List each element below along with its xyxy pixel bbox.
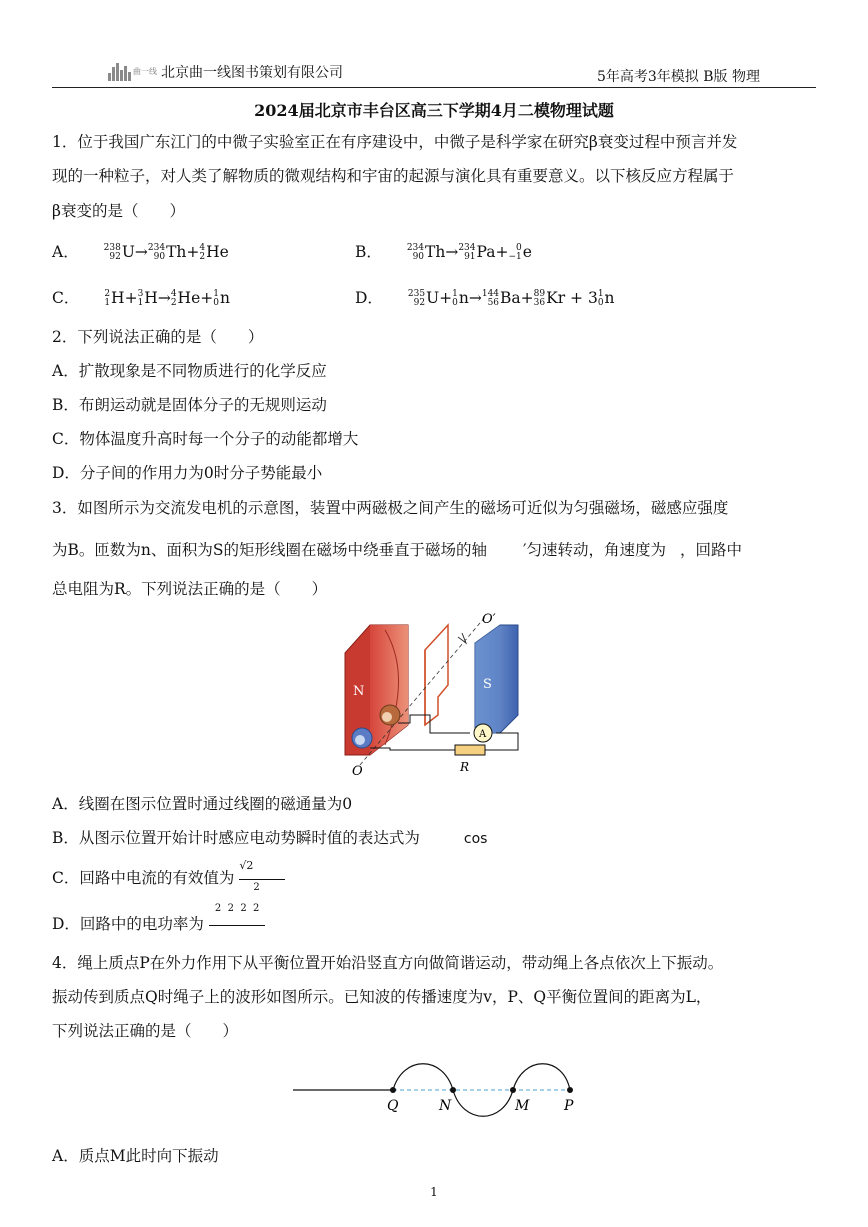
q3-option-c: C．回路中电流的有效值为 √2 2 xyxy=(52,866,285,889)
label-p: P xyxy=(564,1098,574,1114)
q1-option-d: D． 235 92 U+ 1 0 n→ 144 56 Ba+ 89 36 Kr + 3 1 0 n xyxy=(355,289,615,308)
point-n xyxy=(450,1087,456,1093)
q1-option-b: B． 234 90 Th→ 234 91 Pa+ 0 −1 e xyxy=(355,243,532,262)
wave-figure xyxy=(290,1050,590,1120)
point-q xyxy=(390,1087,396,1093)
q4-line1: 4．绳上质点P在外力作用下从平衡位置开始沿竖直方向做简谐运动，带动绳上各点依次上下振动。 xyxy=(52,954,724,972)
q4-line3: 下列说法正确的是（ ） xyxy=(52,1022,239,1040)
q3-line1: 3．如图所示为交流发电机的示意图，装置中两磁极之间产生的磁场可近似为匀强磁场，磁感应强度 xyxy=(52,499,729,517)
q3-line3: 总电阻为R。下列说法正确的是（ ） xyxy=(52,580,328,598)
label-q: Q xyxy=(387,1098,399,1114)
page-number: 1 xyxy=(430,1185,438,1199)
axis-label-o-prime: O′ xyxy=(482,612,496,627)
coil-loop xyxy=(425,625,448,725)
header-left xyxy=(108,62,343,82)
q1-line1: 1．位于我国广东江门的中微子实验室正在有序建设中，中微子是科学家在研究β衰变过程中预言并发 xyxy=(52,133,738,151)
header-divider xyxy=(52,87,816,88)
q2-option-c: C．物体温度升高时每一个分子的动能都增大 xyxy=(52,430,359,448)
south-pole-magnet xyxy=(475,625,518,733)
q1-option-a: A． 238 92 U→ 234 90 Th+ 4 2 He xyxy=(52,243,229,262)
generator-figure xyxy=(330,605,530,780)
q2-option-a: A．扩散现象是不同物质进行的化学反应 xyxy=(52,362,327,380)
q3-option-d: D．回路中的电功率为 2 2 2 2 xyxy=(52,912,265,935)
resistor-label: R xyxy=(460,760,470,774)
page-title: 2024届北京市丰台区高三下学期4月二模物理试题 xyxy=(254,101,614,120)
q3-option-b: B．从图示位置开始计时感应电动势瞬时值的表达式为 cos xyxy=(52,829,488,847)
ammeter-label: A xyxy=(479,729,487,740)
resistor xyxy=(455,745,485,755)
company-name: 北京曲一线图书策划有限公司 xyxy=(161,65,343,81)
q4-option-a: A．质点M此时向下振动 xyxy=(52,1147,219,1165)
point-p xyxy=(567,1087,573,1093)
q1-line3: β衰变的是（ ） xyxy=(52,202,185,220)
axis-label-o: O xyxy=(352,764,363,779)
q4-line2: 振动传到质点Q时绳子上的波形如图所示。已知波的传播速度为v，P、Q平衡位置间的距离为L， xyxy=(52,988,712,1006)
label-m: M xyxy=(515,1098,530,1114)
point-m xyxy=(510,1087,516,1093)
logo-text: 曲一线 xyxy=(133,67,157,76)
company-logo xyxy=(108,63,157,81)
q1-line2: 现的一种粒子，对人类了解物质的微观结构和宇宙的起源与演化具有重要意义。以下核反应方程属于 xyxy=(52,167,735,185)
south-label: S xyxy=(483,677,492,692)
q1-option-c: C． 2 1 H+ 3 1 H→ 4 2 He+ 1 0 n xyxy=(52,289,230,308)
north-label: N xyxy=(353,684,365,699)
series-name: 5年高考3年模拟 B版 物理 xyxy=(596,69,760,85)
q2-option-b: B．布朗运动就是固体分子的无规则运动 xyxy=(52,396,327,414)
q3-line2: 为B。匝数为n、面积为S的矩形线圈在磁场中绕垂直于磁场的轴 ′匀速转动，角速度为 ，回路中 xyxy=(52,541,743,559)
label-n: N xyxy=(439,1098,452,1114)
q3-option-a: A．线圈在图示位置时通过线圈的磁通量为0 xyxy=(52,795,353,813)
q2-stem: 2．下列说法正确的是（ ） xyxy=(52,328,264,346)
q2-option-d: D．分子间的作用力为0时分子势能最小 xyxy=(52,464,323,482)
